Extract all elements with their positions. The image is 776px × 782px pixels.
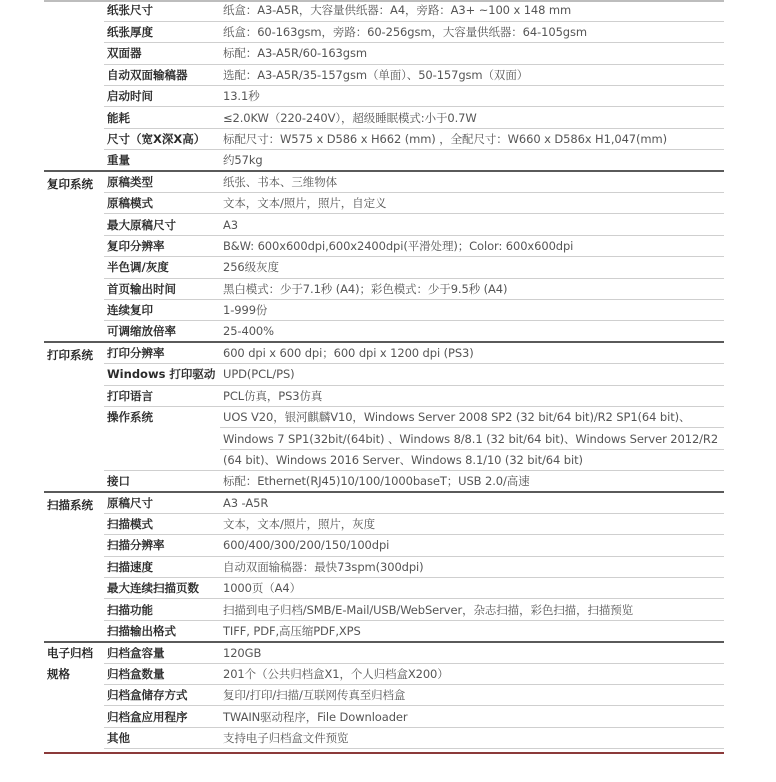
spec-label: 尺寸（宽X深X高） [104,128,220,149]
spec-label: 重量 [104,150,220,171]
spec-row [44,150,724,171]
spec-label: 最大原稿尺寸 [104,214,220,235]
spec-row [44,556,724,577]
spec-value: 纸张、书本、三维物体 [220,171,724,192]
spec-value: 标配尺寸：W575 x D586 x H662 (mm) ，全配尺寸：W660 x D586x H1,047(mm) [220,128,724,149]
spec-row [44,599,724,620]
spec-row [44,535,724,556]
spec-label: 打印语言 [104,385,220,406]
spec-value: A3 -A5R [220,492,724,513]
spec-label: 打印分辨率 [104,342,220,363]
spec-value: 选配：A3-A5R/35-157gsm（单面）、50-157gsm（双面） [220,64,724,85]
spec-label: 最大连续扫描页数 [104,578,220,599]
spec-row [44,663,724,684]
spec-value: UPD(PCL/PS) [220,364,724,385]
spec-row [44,235,724,256]
spec-row [44,685,724,706]
spec-label: 连续复印 [104,299,220,320]
spec-row [44,406,724,427]
spec-row [44,428,724,449]
spec-label: 原稿尺寸 [104,492,220,513]
spec-value: 201个（公共归档盒X1，个人归档盒X200） [220,663,724,684]
spec-label: 自动双面输稿器 [104,64,220,85]
spec-label: 归档盒应用程序 [104,706,220,727]
spec-label: 可调缩放倍率 [104,321,220,342]
spec-value: 扫描到电子归档/SMB/E-Mail/USB/WebServer，杂志扫描，彩色扫描，扫描预览 [220,599,724,620]
spec-value: 文本，文本/照片，照片，自定义 [220,193,724,214]
spec-label: 扫描功能 [104,599,220,620]
spec-label: 双面器 [104,43,220,64]
spec-label: 首页输出时间 [104,278,220,299]
spec-value: 256级灰度 [220,257,724,278]
bottom-border [44,752,724,754]
spec-row [44,214,724,235]
spec-value: 复印/打印/扫描/互联网传真至归档盒 [220,685,724,706]
spec-row [44,727,724,748]
spec-label: 扫描速度 [104,556,220,577]
spec-row [44,620,724,641]
spec-value: B&W: 600x600dpi,600x2400dpi(平滑处理)；Color: 600x600dpi [220,235,724,256]
spec-label: 操作系统 [107,410,153,425]
spec-label: 扫描分辨率 [104,535,220,556]
spec-row [44,342,724,363]
spec-row [44,642,724,663]
spec-row [44,513,724,534]
spec-value: 黑白模式：少于7.1秒 (A4)；彩色模式：少于9.5秒 (A4) [220,278,724,299]
spec-label: 启动时间 [104,86,220,107]
section-title: 扫描系统 [44,492,104,642]
spec-value: 纸盒：60-163gsm，旁路：60-256gsm，大容量供纸器：64-105gsm [220,21,724,42]
spec-row [44,364,724,385]
spec-value: 13.1秒 [220,86,724,107]
spec-label: 其他 [104,727,220,748]
spec-row [44,86,724,107]
spec-row [44,107,724,128]
spec-value: A3 [220,214,724,235]
spec-label: Windows 打印驱动 [104,364,220,385]
spec-row [44,321,724,342]
spec-value: 600 dpi x 600 dpi；600 dpi x 1200 dpi (PS3) [220,342,724,363]
spec-row [44,449,724,470]
spec-label [104,449,220,470]
spec-label: 纸张厚度 [104,21,220,42]
section-title: 复印系统 [44,171,104,342]
spec-row [44,193,724,214]
spec-value: UOS V20，银河麒麟V10，Windows Server 2008 SP2 (32 bit/64 bit)/R2 SP1(64 bit)、 [220,406,724,427]
spec-label: 扫描输出格式 [104,620,220,641]
spec-row [44,21,724,42]
spec-table-body [44,0,724,749]
spec-row [44,471,724,492]
section-title [44,0,104,171]
spec-row [44,257,724,278]
spec-value: 120GB [220,642,724,663]
spec-row [44,299,724,320]
spec-row [44,128,724,149]
spec-value: 支持电子归档盒文件预览 [220,727,724,748]
spec-label: 原稿模式 [104,193,220,214]
spec-label: 原稿类型 [104,171,220,192]
spec-label: 复印分辨率 [104,235,220,256]
spec-label: 归档盒储存方式 [104,685,220,706]
spec-row [44,706,724,727]
spec-label: 接口 [104,471,220,492]
spec-row [44,578,724,599]
spec-value: 约57kg [220,150,724,171]
spec-table [44,0,724,749]
spec-row [44,278,724,299]
spec-row [44,385,724,406]
spec-label: 半色调/灰度 [104,257,220,278]
spec-label: 纸张尺寸 [104,0,220,21]
spec-value: 1-999份 [220,299,724,320]
spec-value: PCL仿真，PS3仿真 [220,385,724,406]
spec-value: 600/400/300/200/150/100dpi [220,535,724,556]
spec-value: TIFF, PDF,高压缩PDF,XPS [220,620,724,641]
spec-value: 文本，文本/照片，照片，灰度 [220,513,724,534]
spec-label [104,428,220,449]
spec-label: 扫描模式 [104,513,220,534]
spec-value: TWAIN驱动程序，File Downloader [220,706,724,727]
spec-value: 自动双面输稿器：最快73spm(300dpi) [220,556,724,577]
spec-row [44,64,724,85]
spec-row [44,171,724,192]
spec-value: Windows 7 SP1(32bit/(64bit) 、Windows 8/8.1 (32 bit/64 bit)、Windows Server 2012/R2 [220,428,724,449]
spec-label: 归档盒数量 [104,663,220,684]
spec-row [44,0,724,21]
spec-value: (64 bit)、Windows 2016 Server、Windows 8.1/10 (32 bit/64 bit) [220,449,724,470]
spec-value: 标配：Ethernet(RJ45)10/100/1000baseT；USB 2.0/高速 [220,471,724,492]
section-title: 电子归档 规格 [44,642,104,749]
spec-row [44,43,724,64]
section-title: 打印系统 [44,342,104,492]
spec-value: 标配：A3-A5R/60-163gsm [220,43,724,64]
spec-value: 1000页（A4） [220,578,724,599]
spec-value: 25-400% [220,321,724,342]
spec-row [44,492,724,513]
spec-value: ≤2.0KW（220-240V），超级睡眠模式:小于0.7W [220,107,724,128]
spec-label: 归档盒容量 [104,642,220,663]
spec-label: 能耗 [104,107,220,128]
spec-value: 纸盒：A3-A5R，大容量供纸器：A4，旁路：A3+ ~100 x 148 mm [220,0,724,21]
